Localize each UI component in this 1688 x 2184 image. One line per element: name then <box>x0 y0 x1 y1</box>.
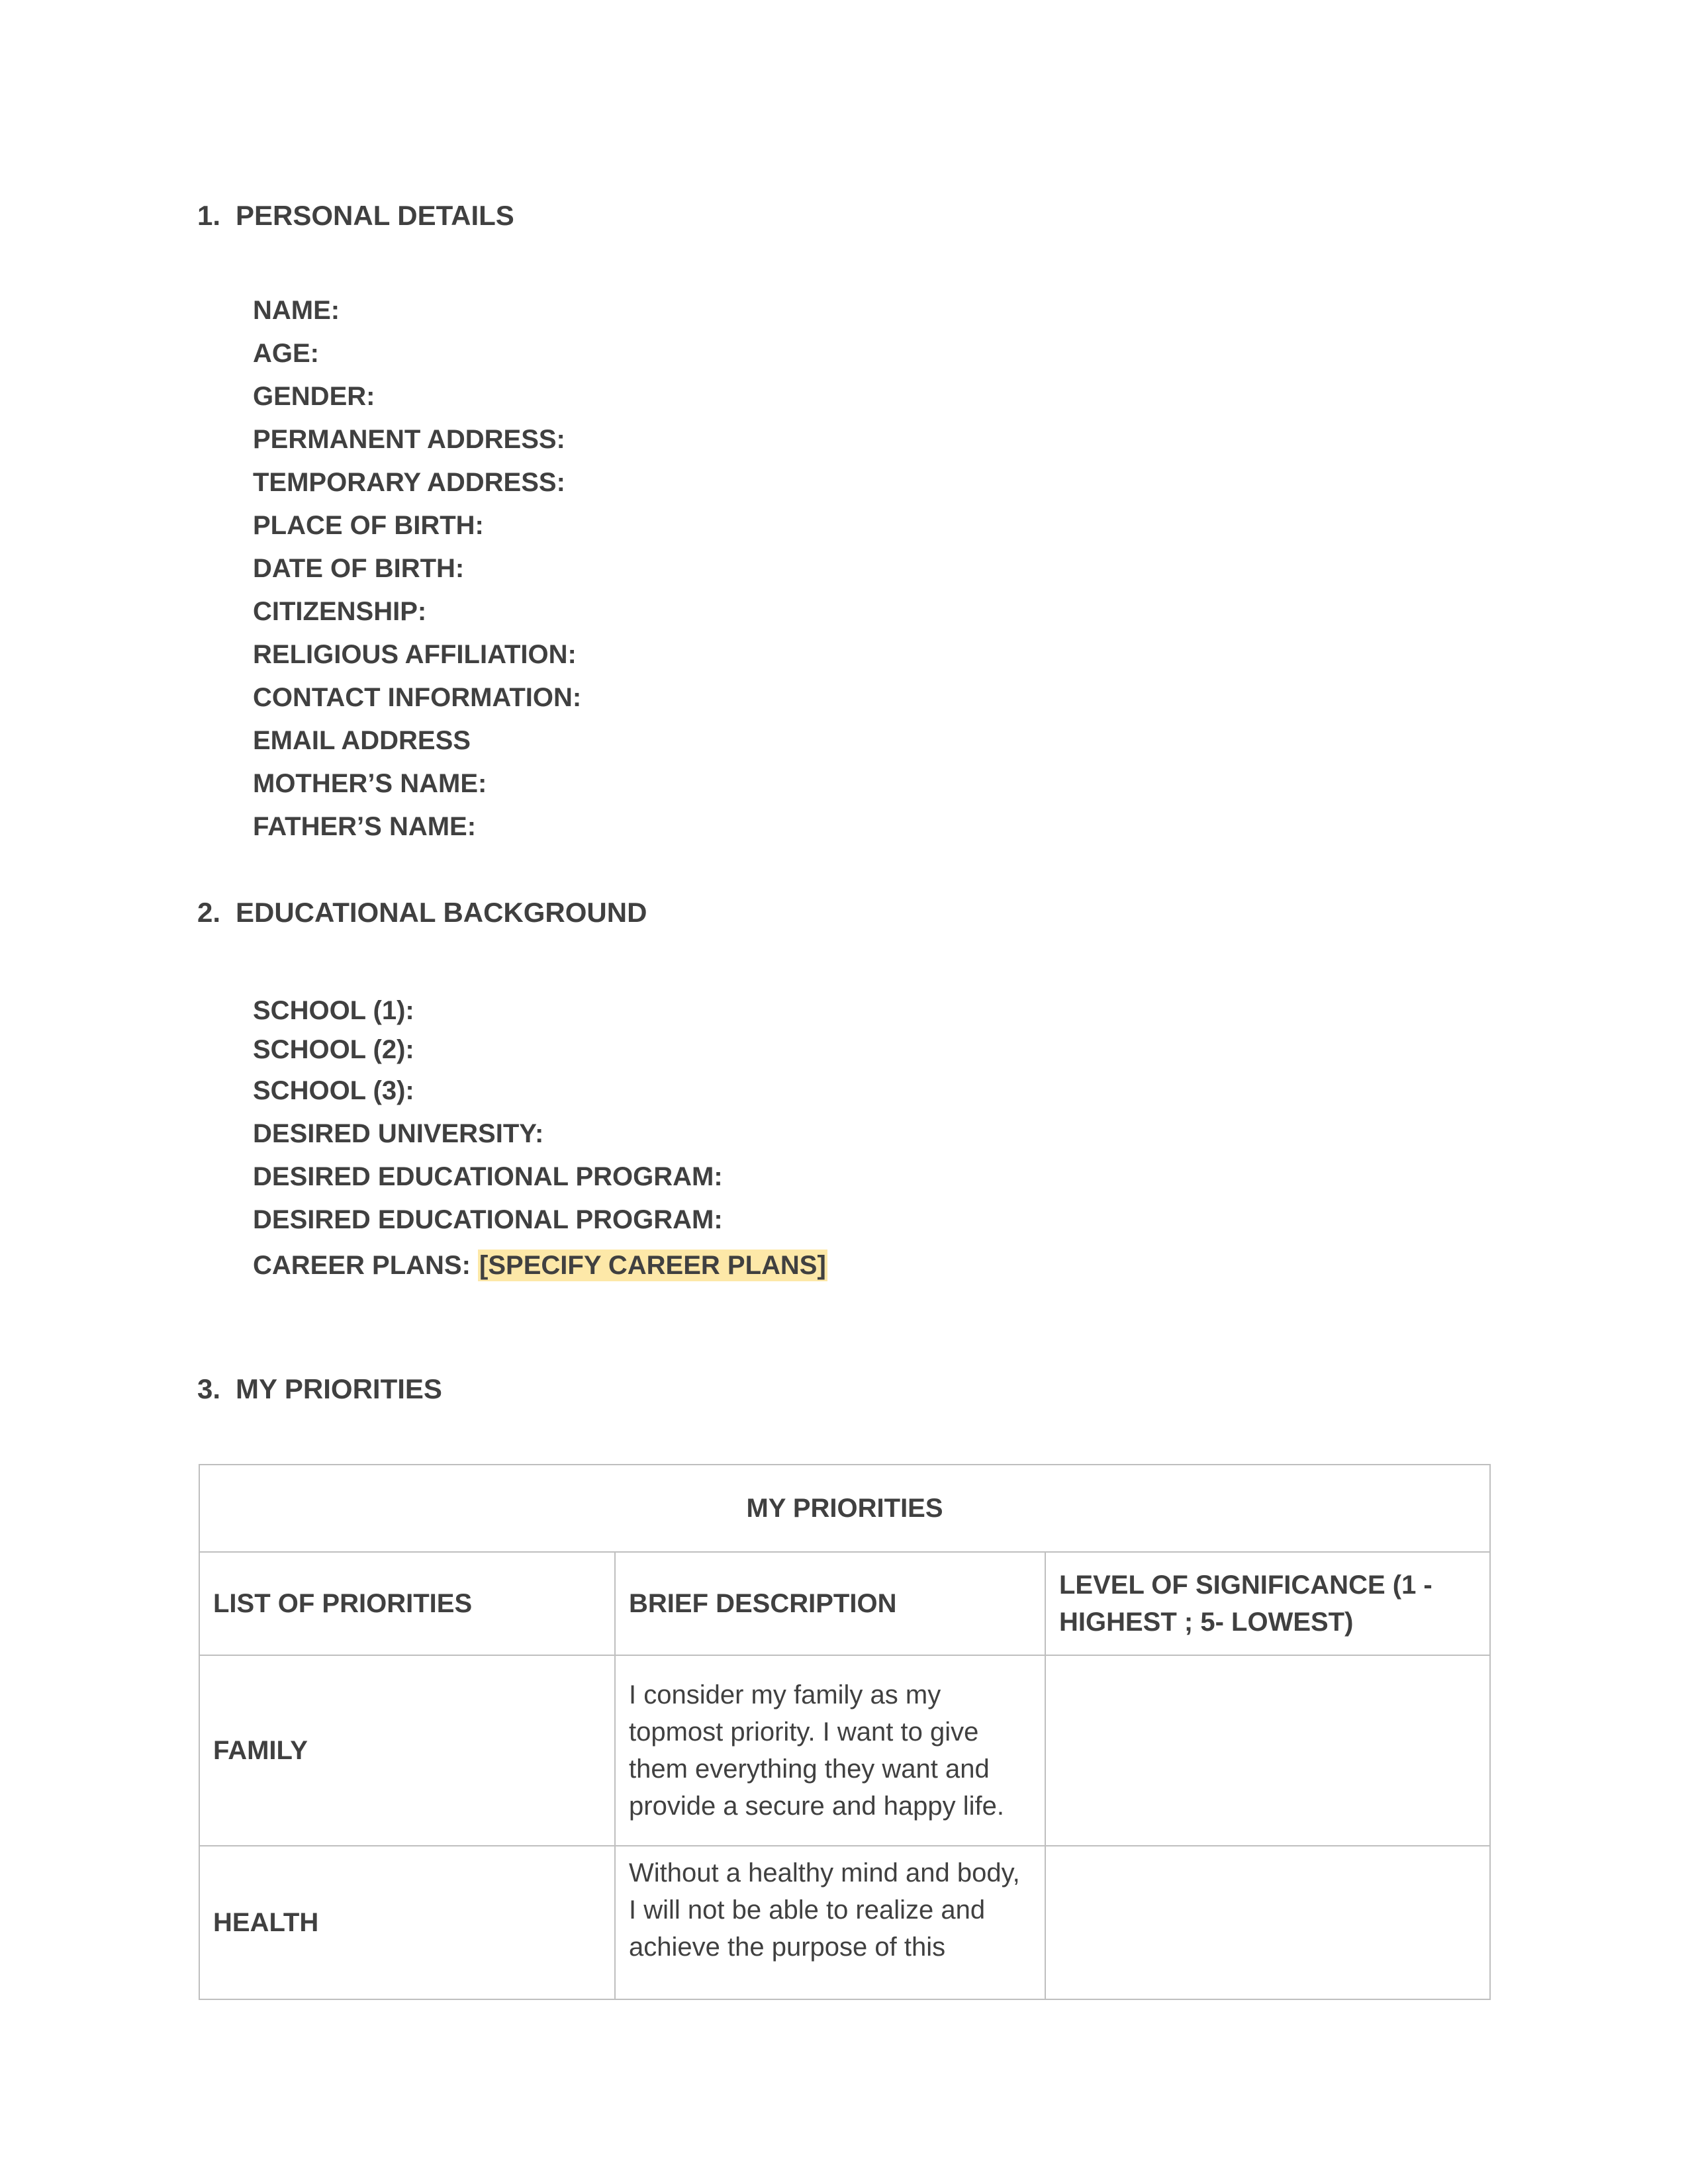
field-gender: GENDER: <box>253 382 375 411</box>
field-citizenship: CITIZENSHIP: <box>253 597 427 626</box>
field-desired-educational-program: DESIRED EDUCATIONAL PROGRAM: <box>253 1162 723 1191</box>
section-title: PERSONAL DETAILS <box>236 200 514 231</box>
description-cell: Without a healthy mind and body, I will not be able to realize and achieve the purpose of this <box>615 1846 1045 1999</box>
field-email-address: EMAIL ADDRESS <box>253 726 471 755</box>
table-row <box>199 1655 1490 1846</box>
significance-cell[interactable] <box>1045 1846 1490 1999</box>
priority-cell: HEALTH <box>199 1846 615 1999</box>
field-contact-information: CONTACT INFORMATION: <box>253 683 582 712</box>
career-plans-placeholder: [SPECIFY CAREER PLANS] <box>479 1251 826 1280</box>
description-cell: I consider my family as my topmost priority. I want to give them everything they want and provide a secure and happy life. <box>615 1655 1045 1846</box>
career-plans-label: CAREER PLANS: <box>253 1251 479 1280</box>
section-title: EDUCATIONAL BACKGROUND <box>236 897 647 928</box>
field-school-2: SCHOOL (2): <box>253 1035 414 1064</box>
priority-cell: FAMILY <box>199 1655 615 1846</box>
section-heading-personal-details <box>197 200 514 232</box>
table-header-row <box>199 1552 1490 1655</box>
field-religious-affiliation: RELIGIOUS AFFILIATION: <box>253 640 577 669</box>
section-number: 3. <box>197 1373 221 1404</box>
section-heading-my-priorities <box>197 1373 442 1405</box>
field-career-plans <box>253 1242 827 1289</box>
field-mothers-name: MOTHER’S NAME: <box>253 769 487 798</box>
significance-cell[interactable] <box>1045 1655 1490 1846</box>
table-title-row <box>199 1465 1490 1552</box>
education-list <box>253 991 827 1289</box>
section-number: 2. <box>197 897 221 928</box>
table-row <box>199 1846 1490 1999</box>
field-fathers-name: FATHER’S NAME: <box>253 812 477 841</box>
section-title: MY PRIORITIES <box>236 1373 442 1404</box>
field-age: AGE: <box>253 339 319 368</box>
field-desired-educational-program-2: DESIRED EDUCATIONAL PROGRAM: <box>253 1205 723 1234</box>
field-date-of-birth: DATE OF BIRTH: <box>253 554 465 583</box>
field-school-3: SCHOOL (3): <box>253 1076 414 1105</box>
field-permanent-address: PERMANENT ADDRESS: <box>253 425 565 454</box>
personal-details-list <box>253 289 581 848</box>
field-temporary-address: TEMPORARY ADDRESS: <box>253 468 565 497</box>
column-header-brief-description: BRIEF DESCRIPTION <box>615 1552 1045 1655</box>
section-number: 1. <box>197 200 221 231</box>
section-heading-educational-background <box>197 897 647 929</box>
field-school-1: SCHOOL (1): <box>253 996 414 1025</box>
field-place-of-birth: PLACE OF BIRTH: <box>253 511 484 540</box>
table-title: MY PRIORITIES <box>199 1465 1490 1552</box>
column-header-list-of-priorities: LIST OF PRIORITIES <box>199 1552 615 1655</box>
field-desired-university: DESIRED UNIVERSITY: <box>253 1119 544 1148</box>
column-header-level-of-significance: LEVEL OF SIGNIFICANCE (1 - HIGHEST ; 5- LOWEST) <box>1045 1552 1490 1655</box>
priorities-table <box>199 1464 1491 2000</box>
field-name: NAME: <box>253 296 340 325</box>
